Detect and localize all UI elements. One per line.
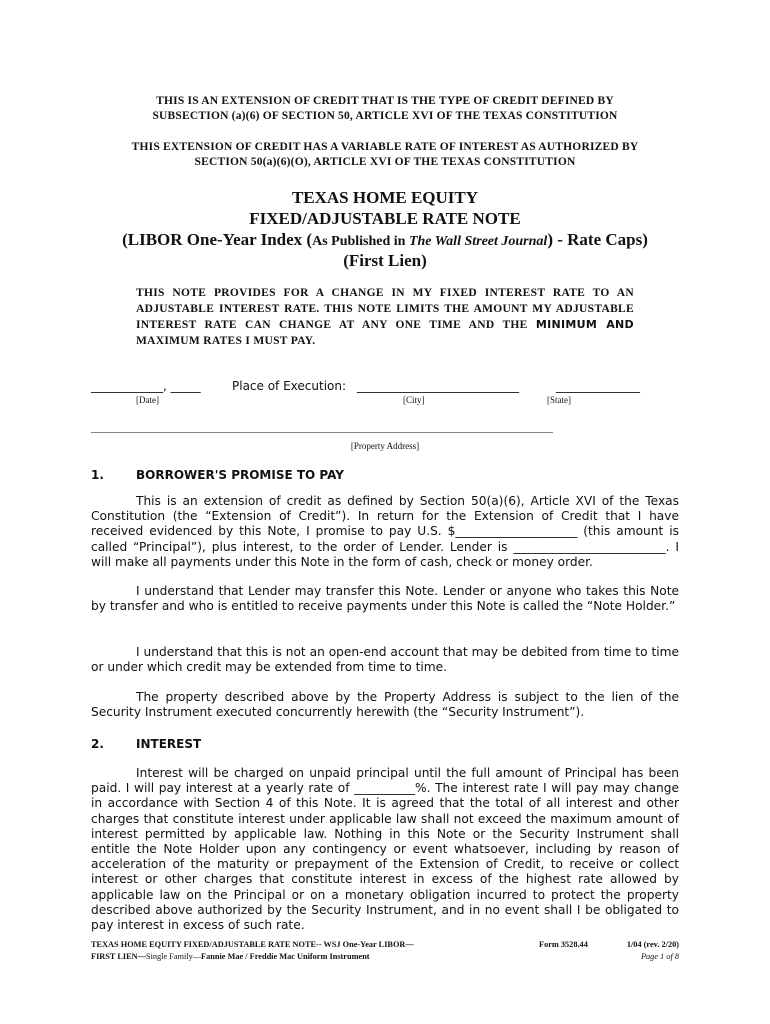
section-1-paragraph-1: This is an extension of credit as defined by Section 50(a)(6), Article XVI of the Texas Constitution (the “Extension of Credit”). In return for the Extension of Credit that I have received evidenced by this Note, I promise to pay U.S. $____________________ (this amount is called “Principal”), plus interest, to the order of Lender. Lender is _________________________. I will make all payments under this Note in the form of cash, check or money order. [91,494,679,569]
city-field: ___________________________ [357,379,519,393]
header-line-3: THIS EXTENSION OF CREDIT HAS A VARIABLE RATE OF INTEREST AS AUTHORIZED BY [131,141,639,153]
state-field: ______________ [556,379,640,393]
title-line-4: (First Lien) [343,251,427,270]
place-of-execution-label: Place of Execution: [232,379,347,393]
footer-uniform-instrument: Fannie Mae / Freddie Mac Uniform Instrument [201,952,370,961]
section-2-paragraph-1: Interest will be charged on unpaid principal until the full amount of Principal has been paid. I will pay interest at a yearly rate of __________%. The interest rate I will pay may change in accordance with Section 4 of this Note. It is agreed that the total of all interest and other charges that constitute interest under applicable law shall not exceed the maximum amount of interest permitted by applicable law. Nothing in this Note or the Security Instrument shall entitle the Note Holder upon any contingency or event whatsoever, including by reason of acceleration of the maturity or prepayment of the Extension of Credit, to receive or collect interest or other charges that constitute interest in excess of the highest rate allowed by applicable law on the Principal or on a monetary obligation incurred to protect the property described above authorized by the Security Instrument, and in no event shall I be obligated to pay interest in excess of such rate. [91,766,679,933]
property-address-caption: [Property Address] [350,441,420,451]
property-address-field: ____________________________________________________________________________________ [91,422,553,434]
header-line-2: SUBSECTION (a)(6) OF SECTION 50, ARTICLE XVI OF THE TEXAS CONSTITUTION [152,110,618,122]
section-2-heading: INTEREST [136,737,202,751]
footer-single-family: Single Family— [145,952,202,961]
notice-rest: MAXIMUM RATES I MUST PAY. [136,334,316,347]
footer-revision: 1/04 (rev. 2/20) [626,940,679,949]
section-1-paragraph-4: The property described above by the Property Address is subject to the lien of the Security Instrument executed concurrently herewith (the “Security Instrument”). [91,690,679,720]
header-line-1: THIS IS AN EXTENSION OF CREDIT THAT IS THE TYPE OF CREDIT DEFINED BY [156,95,614,107]
title-line-1: TEXAS HOME EQUITY [291,188,479,207]
notice-text: THIS NOTE PROVIDES FOR A CHANGE IN MY FIXED INTEREST RATE TO AN ADJUSTABLE INTEREST RATE. THIS NOTE LIMITS THE AMOUNT MY ADJUSTABLE INTEREST RATE CAN CHANGE AT ANY ONE TIME AND THE [136,287,634,331]
section-1-number: 1. [91,468,104,482]
title-wsj: The Wall Street Journal [408,234,548,249]
title-line-2: FIXED/ADJUSTABLE RATE NOTE [249,209,521,228]
title-rate-caps: ) - Rate Caps) [547,230,648,249]
city-caption: [City] [403,395,425,405]
title-index: (LIBOR One-Year Index ( [122,230,313,249]
state-caption: [State] [547,395,571,405]
footer-instrument [91,952,370,961]
header-line-4: SECTION 50(a)(6)(O), ARTICLE XVI OF THE TEXAS CONSTITUTION [194,156,576,168]
footer-page-number: Page 1 of 8 [640,952,679,961]
notice-paragraph [136,286,634,349]
section-1-paragraph-3: I understand that this is not an open-end account that may be debited from time to time or under which credit may be extended from time to time. [91,645,679,675]
title-line-3 [0,230,770,250]
date-caption: [Date] [136,395,159,405]
notice-minimum: MINIMUM AND [535,318,634,331]
section-1-heading: BORROWER'S PROMISE TO PAY [136,468,344,482]
footer-form-number: Form 3528.44 [539,940,588,949]
footer-title: TEXAS HOME EQUITY FIXED/ADJUSTABLE RATE NOTE-- WSJ One-Year LIBOR— [91,940,414,949]
title-published: As Published in [312,234,409,249]
section-2-number: 2. [91,737,104,751]
date-field: ____________, _____ [91,379,201,393]
footer-first-lien: FIRST LIEN— [91,952,146,961]
section-1-paragraph-2: I understand that Lender may transfer this Note. Lender or anyone who takes this Note by transfer and who is entitled to receive payments under this Note is called the “Note Holder.” [91,584,679,614]
